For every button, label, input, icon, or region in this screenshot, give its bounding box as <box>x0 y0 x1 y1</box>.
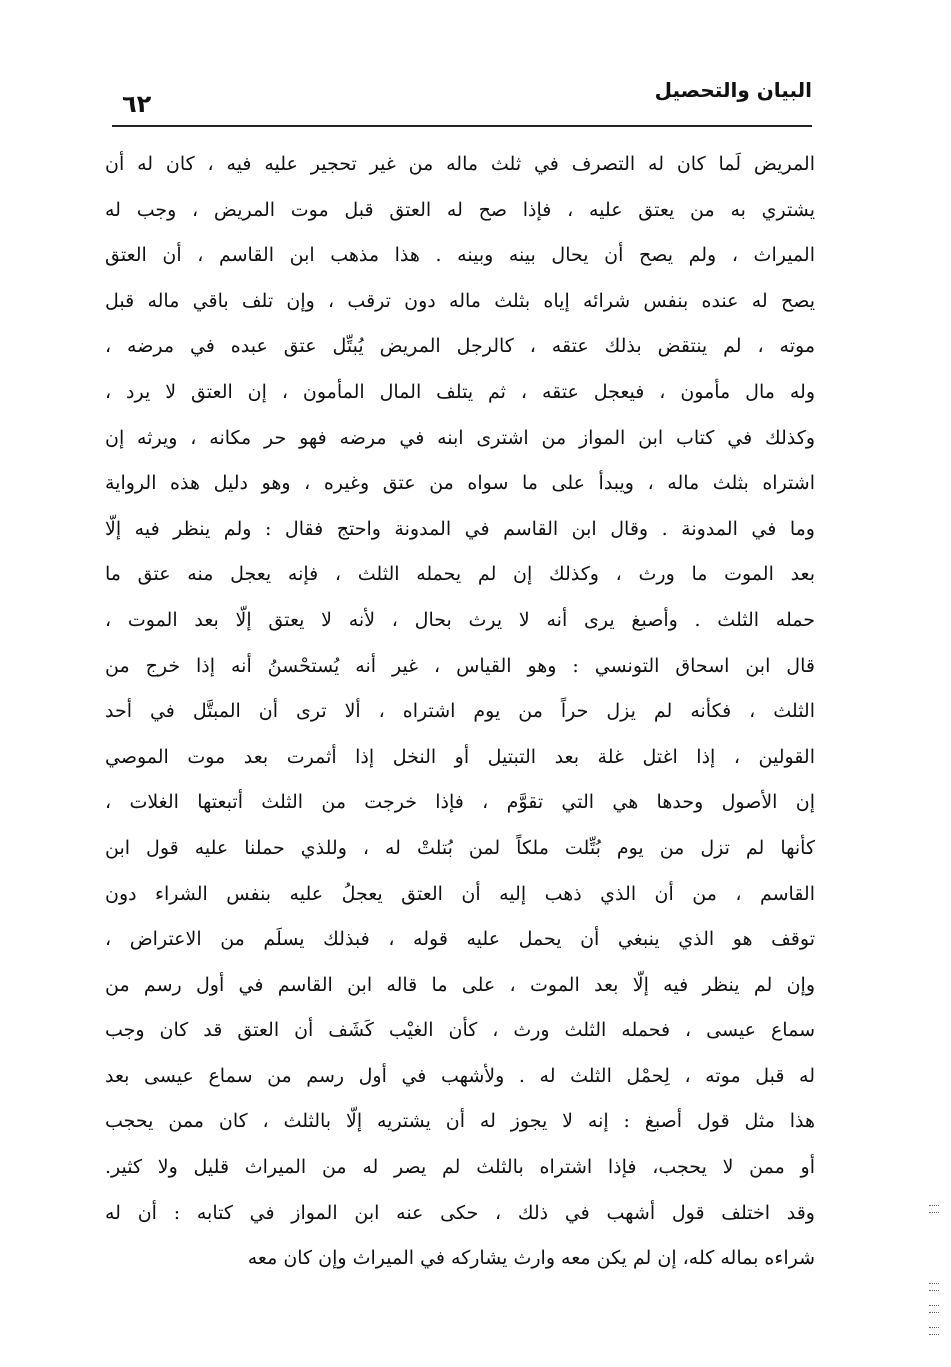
margin-scan-marks <box>925 1205 945 1355</box>
text-line: وما في المدونة . وقال ابن القاسم في المدونة واحتج فقال : ولم ينظر فيه إلّا <box>105 517 815 540</box>
text-line: بعد الموت ما ورث ، وكذلك إن لم يحمله الثلث ، فإنه يعجل منه عتق ما <box>105 563 815 586</box>
text-line: هذا مثل قول أصبغ : إنه لا يجوز له أن يشتريه إلّا بالثلث ، كان ممن يحجب <box>105 1110 815 1133</box>
header-rule <box>112 125 812 127</box>
text-line: الميراث ، ولم يصح أن يحال بينه وبينه . هذا مذهب ابن القاسم ، أن العتق <box>105 244 815 267</box>
text-line: وكذلك في كتاب ابن المواز من اشترى ابنه في مرضه فهو حر مكانه ، ويرثه إن <box>105 426 815 449</box>
text-line: وله مال مأمون ، فيعجل عتقه ، ثم يتلف المال المأمون ، إن العتق لا يرد ، <box>105 380 815 403</box>
text-line: قال ابن اسحاق التونسي : وهو القياس ، غير أنه يُستحْسنُ أنه إذا خرج من <box>105 654 815 677</box>
text-line: سماع عيسى ، فحمله الثلث ورث ، كأن الغيْب كَشَف أن العتق قد كان وجب <box>105 1019 815 1042</box>
running-title: البيان والتحصيل <box>654 78 812 102</box>
text-line: وإن لم ينظر فيه إلّا بعد الموت ، على ما قاله ابن القاسم في أول رسم من <box>105 973 815 996</box>
text-line: الثلث ، فكأنه لم يزل حراً من يوم اشتراه ، ألا ترى أن المبتَّل في أحد <box>105 700 815 723</box>
text-line: يصح له عنده بنفس شرائه إياه بثلث ماله دون ترقب ، وإن تلف باقي ماله قبل <box>105 289 815 312</box>
page-number: ٦٢ <box>122 90 152 118</box>
text-line: موته ، لم ينتقض بذلك عتقه ، كالرجل المريض يُبتِّل عتق عبده في مرضه ، <box>105 335 815 358</box>
text-line: القولين ، إذا اغتل غلة بعد التبتيل أو النخل إذا أثمرت بعد موت الموصي <box>105 745 815 768</box>
text-line: شراءه بماله كله، إن لم يكن معه وارث يشاركه في الميراث وإن كان معه <box>247 1247 815 1270</box>
body-text <box>105 142 815 1282</box>
text-line: له قبل موته ، لِحمْل الثلث له . ولأشهب في أول رسم من سماع عيسى بعد <box>105 1064 815 1087</box>
text-line: توقف هو الذي ينبغي أن يحمل عليه قوله ، فبذلك يسلَم من الاعتراض ، <box>105 928 815 951</box>
text-line: أو ممن لا يحجب، فإذا اشتراه بالثلث لم يصر له من الميراث قليل ولا كثير. <box>105 1156 815 1179</box>
text-line: كأنها لم تزل من يوم بُتِّلت ملكاً لمن بُتلتْ له ، وللذي حملنا عليه قول ابن <box>105 836 815 859</box>
text-line: المريض لَما كان له التصرف في ثلث ماله من غير تحجير عليه فيه ، كان له أن <box>105 153 815 175</box>
text-line: وقد اختلف قول أشهب في ذلك ، حكى عنه ابن المواز في كتابه : أن له <box>105 1201 815 1224</box>
text-line: القاسم ، من أن الذي ذهب إليه أن العتق يعجلُ عليه بنفس الشراء دون <box>105 882 815 905</box>
page-header <box>112 70 812 126</box>
text-line: إن الأصول وحدها هي التي تقوَّم ، فإذا خرجت من الثلث أتبعتها الغلات ، <box>105 791 815 814</box>
text-line: حمله الثلث . وأصبغ يرى أنه لا يرث بحال ، لأنه لا يعتق إلّا بعد الموت ، <box>105 608 815 631</box>
text-line: اشتراه بثلث ماله ، ويبدأ على ما سواه من عتق وغيره ، وهو دليل هذه الرواية <box>105 472 815 495</box>
text-line: يشتري به من يعتق عليه ، فإذا صح له العتق قبل موت المريض ، وجب له <box>105 198 815 221</box>
